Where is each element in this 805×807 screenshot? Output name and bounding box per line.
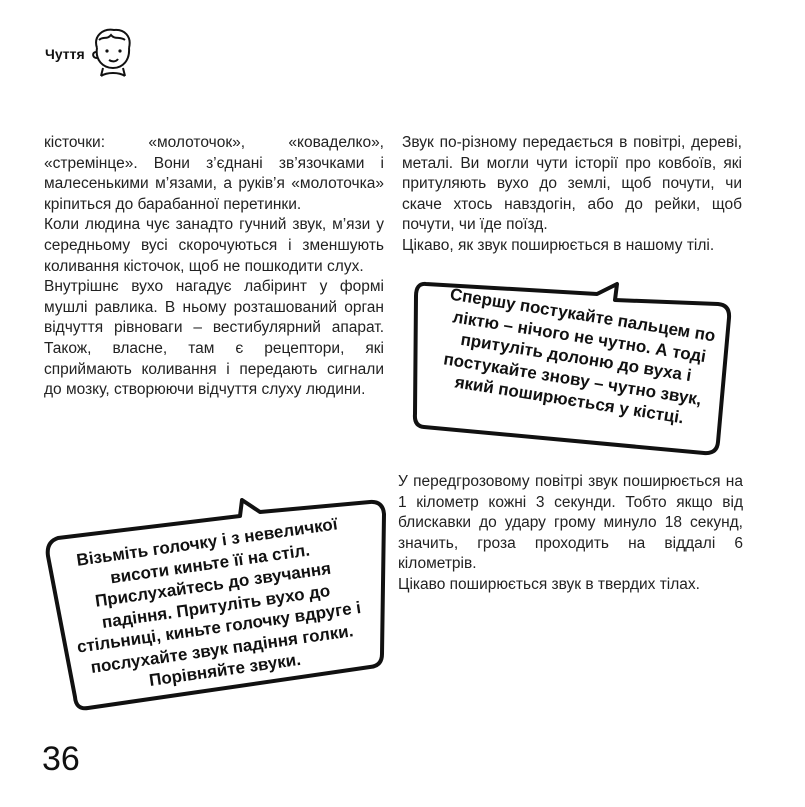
left-paragraph-1: кісточки: «молоточок», «коваделко», «стремінце». Вони з’єднані зв’язочками і малесенькими м’язами, а руків’я «молоточка» кріпиться до барабанної перетинки.	[44, 134, 384, 213]
left-paragraph-3: Внутрішнє вухо нагадує лабіринт у формі мушлі равлика. В ньому розташований орган відчуття рівноваги – вестибулярний апарат. Також, власне, там є рецептори, які сприймають коливання і передають сигнали до мозку, створюючи відчуття слуху людини.	[44, 278, 384, 399]
right-lower-paragraph-1: У передгрозовому повітрі звук поширюється на 1 кілометр кожні 3 секунди. Тобто якщо від блискавки до удару грому минуло 18 секунд, значить, гроза проходить на віддалі 6 кілометрів.	[398, 473, 743, 573]
section-title: Чуття	[45, 46, 85, 62]
callout-bubble-top	[412, 282, 732, 457]
callout-bottom-text: Візьміть голочку і з невеличкої висоти киньте її на стіл. Прислухайтесь до звучання падіння. Притуліть вухо до стільниці, киньте голочку вдруге і послухайте звук падіння голки. Порівняйте звуки.	[75, 514, 363, 690]
right-column	[402, 133, 742, 257]
left-paragraph-2: Коли людина чує занадто гучний звук, м’язи у середньому вусі скорочуються і зменшують коливання кісточок, щоб не пошкодити слух.	[44, 216, 384, 275]
right-paragraph-1: Звук по-різному передається в повітрі, дереві, металі. Ви могли чути історії про ковбоїв, які притуляють вухо до землі, щоб почути, чи скаче хтось навздогін, або до рейки, щоб почути, чи їде поїзд.	[402, 134, 742, 234]
callout-top-text: Спершу постукайте пальцем по ліктю – нічого не чутно. А тоді притуліть долоню до вуха і постукайте знову – чутно звук, який поширюється у кістці.	[442, 284, 717, 428]
page-header	[45, 26, 145, 86]
right-column-lower	[398, 472, 743, 596]
right-paragraph-2: Цікаво, як звук поширюється в нашому тілі.	[402, 236, 715, 254]
page-number: 36	[42, 740, 80, 778]
right-lower-paragraph-2: Цікаво поширюється звук в твердих тілах.	[398, 575, 700, 593]
left-column	[44, 133, 384, 401]
child-face-icon	[87, 26, 137, 78]
callout-bubble-bottom	[44, 496, 389, 711]
